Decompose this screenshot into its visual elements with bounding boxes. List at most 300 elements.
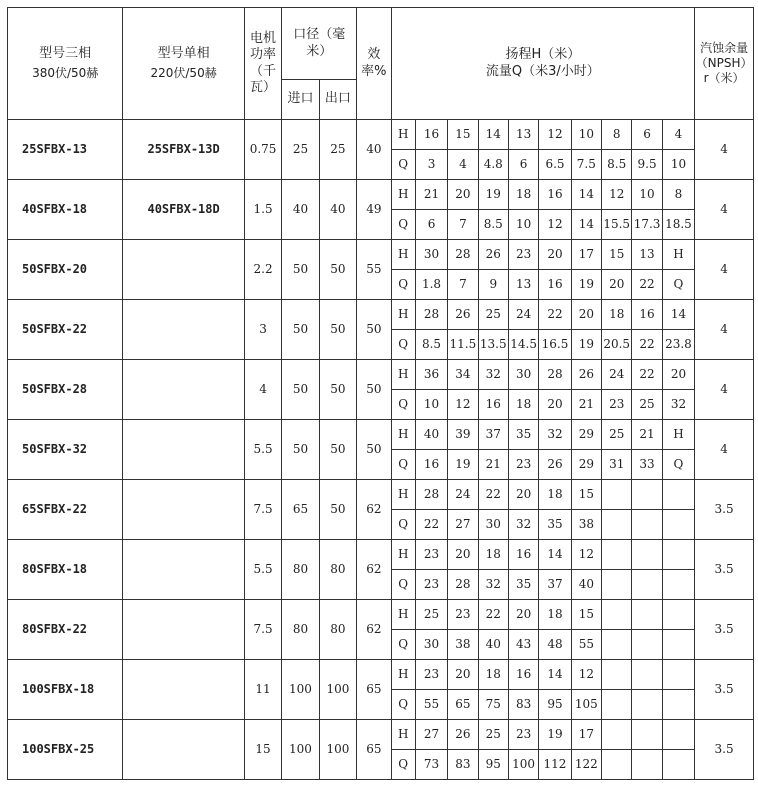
model-1phase-cell [123, 600, 244, 660]
flow-value-cell: 13.5 [478, 330, 508, 360]
head-value-cell: 15 [602, 240, 632, 270]
npsh-cell: 4 [695, 120, 754, 180]
model-3phase-cell: 50SFBX-32 [8, 420, 123, 480]
flow-value-cell: 105 [571, 690, 601, 720]
efficiency-cell: 65 [357, 660, 391, 720]
flow-value-cell: 4 [448, 150, 478, 180]
head-value-cell: 24 [448, 480, 478, 510]
table-row [8, 120, 754, 150]
table-row [8, 180, 754, 210]
inlet-cell: 25 [282, 120, 319, 180]
head-value-cell: 14 [478, 120, 508, 150]
head-value-cell [602, 600, 632, 630]
model-3phase-cell: 25SFBX-13 [8, 120, 123, 180]
head-value-cell: 18 [539, 600, 571, 630]
power-cell: 1.5 [244, 180, 281, 240]
efficiency-cell: 40 [357, 120, 391, 180]
head-value-cell: 37 [478, 420, 508, 450]
outlet-cell: 50 [319, 360, 356, 420]
power-cell: 0.75 [244, 120, 281, 180]
head-value-cell: 18 [602, 300, 632, 330]
head-value-cell [662, 540, 694, 570]
efficiency-cell: 49 [357, 180, 391, 240]
head-value-cell [632, 600, 662, 630]
model-1phase-cell [123, 540, 244, 600]
head-value-cell: 20 [662, 360, 694, 390]
flow-value-cell: 7.5 [571, 150, 601, 180]
model-3phase-cell: 50SFBX-28 [8, 360, 123, 420]
flow-value-cell: 9.5 [632, 150, 662, 180]
flow-value-cell: 16 [539, 270, 571, 300]
flow-value-cell: 35 [508, 570, 538, 600]
flow-label: Q [391, 270, 415, 300]
flow-value-cell: 12 [539, 210, 571, 240]
flow-value-cell: 122 [571, 750, 601, 780]
header-model-3phase: 型号三相 380伏/50赫 [8, 8, 123, 120]
flow-value-cell: 8.5 [478, 210, 508, 240]
flow-value-cell: 21 [571, 390, 601, 420]
model-3phase-cell: 65SFBX-22 [8, 480, 123, 540]
head-value-cell: 23 [415, 540, 447, 570]
flow-value-cell [632, 690, 662, 720]
flow-value-cell: 6 [508, 150, 538, 180]
head-label: H [391, 180, 415, 210]
flow-value-cell [662, 570, 694, 600]
table-row [8, 480, 754, 510]
flow-value-cell: 16 [415, 450, 447, 480]
head-value-cell: 10 [571, 120, 601, 150]
model-1phase-cell: 25SFBX-13D [123, 120, 244, 180]
power-cell: 5.5 [244, 540, 281, 600]
flow-value-cell: 7 [448, 270, 478, 300]
head-value-cell: 25 [602, 420, 632, 450]
flow-value-cell: 15.5 [602, 210, 632, 240]
head-value-cell: 20 [539, 240, 571, 270]
head-label: H [391, 120, 415, 150]
head-value-cell: 23 [415, 660, 447, 690]
inlet-cell: 50 [282, 360, 319, 420]
head-value-cell: 21 [632, 420, 662, 450]
head-value-cell: 19 [539, 720, 571, 750]
head-value-cell: 16 [632, 300, 662, 330]
flow-value-cell: 27 [448, 510, 478, 540]
npsh-cell: 4 [695, 180, 754, 240]
flow-value-cell: 9 [478, 270, 508, 300]
head-value-cell: 27 [415, 720, 447, 750]
head-value-cell [632, 480, 662, 510]
head-value-cell: 23 [508, 240, 538, 270]
efficiency-cell: 62 [357, 480, 391, 540]
head-value-cell: 18 [478, 540, 508, 570]
head-value-cell: 32 [478, 360, 508, 390]
flow-label: Q [391, 150, 415, 180]
flow-value-cell [602, 750, 632, 780]
model-3phase-cell: 50SFBX-22 [8, 300, 123, 360]
flow-value-cell: 22 [632, 330, 662, 360]
head-value-cell: 34 [448, 360, 478, 390]
flow-value-cell [632, 750, 662, 780]
outlet-cell: 50 [319, 300, 356, 360]
flow-value-cell: 22 [415, 510, 447, 540]
outlet-cell: 40 [319, 180, 356, 240]
table-body [8, 120, 754, 780]
power-cell: 5.5 [244, 420, 281, 480]
outlet-cell: 50 [319, 480, 356, 540]
head-value-cell: 17 [571, 240, 601, 270]
head-value-cell: 14 [662, 300, 694, 330]
model-1phase-cell [123, 480, 244, 540]
model-1phase-cell [123, 360, 244, 420]
head-value-cell: 32 [539, 420, 571, 450]
inlet-cell: 80 [282, 540, 319, 600]
head-label: H [391, 600, 415, 630]
flow-value-cell: 38 [448, 630, 478, 660]
model-1phase-cell: 40SFBX-18D [123, 180, 244, 240]
flow-value-cell: 55 [571, 630, 601, 660]
flow-label: Q [391, 210, 415, 240]
npsh-cell: 3.5 [695, 600, 754, 660]
power-cell: 11 [244, 660, 281, 720]
flow-value-cell: 19 [448, 450, 478, 480]
head-value-cell: 22 [539, 300, 571, 330]
head-value-cell: 20 [508, 600, 538, 630]
header-model-1phase: 型号单相 220伏/50赫 [123, 8, 244, 120]
flow-value-cell: 16.5 [539, 330, 571, 360]
head-value-cell: 18 [508, 180, 538, 210]
flow-value-cell: 55 [415, 690, 447, 720]
head-value-cell [662, 660, 694, 690]
flow-value-cell [632, 570, 662, 600]
table-row [8, 300, 754, 330]
outlet-cell: 80 [319, 600, 356, 660]
head-value-cell [602, 660, 632, 690]
flow-value-cell: 11.5 [448, 330, 478, 360]
flow-value-cell: 33 [632, 450, 662, 480]
flow-value-cell: 6.5 [539, 150, 571, 180]
table-row [8, 360, 754, 390]
flow-value-cell: 29 [571, 450, 601, 480]
head-value-cell: 10 [632, 180, 662, 210]
head-value-cell: 22 [478, 480, 508, 510]
model-3phase-cell: 100SFBX-25 [8, 720, 123, 780]
flow-value-cell: 10 [415, 390, 447, 420]
flow-value-cell: Q [662, 270, 694, 300]
flow-value-cell: 38 [571, 510, 601, 540]
npsh-cell: 4 [695, 300, 754, 360]
flow-value-cell: 37 [539, 570, 571, 600]
table-row [8, 420, 754, 450]
flow-label: Q [391, 750, 415, 780]
inlet-cell: 40 [282, 180, 319, 240]
head-value-cell: 25 [478, 720, 508, 750]
flow-value-cell: 75 [478, 690, 508, 720]
head-value-cell: 14 [539, 540, 571, 570]
inlet-cell: 50 [282, 240, 319, 300]
header-inlet: 进口 [282, 80, 319, 120]
head-value-cell: 14 [571, 180, 601, 210]
inlet-cell: 100 [282, 660, 319, 720]
head-value-cell: 12 [539, 120, 571, 150]
model-3phase-cell: 80SFBX-22 [8, 600, 123, 660]
npsh-cell: 4 [695, 360, 754, 420]
flow-value-cell: 112 [539, 750, 571, 780]
power-cell: 4 [244, 360, 281, 420]
flow-value-cell: 20 [602, 270, 632, 300]
outlet-cell: 100 [319, 720, 356, 780]
model-3phase-cell: 40SFBX-18 [8, 180, 123, 240]
head-value-cell: 36 [415, 360, 447, 390]
flow-value-cell [602, 570, 632, 600]
flow-value-cell: 35 [539, 510, 571, 540]
head-value-cell: 8 [662, 180, 694, 210]
flow-value-cell: 6 [415, 210, 447, 240]
flow-value-cell [602, 690, 632, 720]
head-value-cell: 30 [415, 240, 447, 270]
head-value-cell: 15 [571, 480, 601, 510]
head-value-cell [662, 480, 694, 510]
head-label: H [391, 300, 415, 330]
header-diameter: 口径（毫 米） [282, 8, 357, 80]
head-value-cell: H [662, 420, 694, 450]
head-value-cell: 25 [478, 300, 508, 330]
efficiency-cell: 50 [357, 360, 391, 420]
table-row [8, 240, 754, 270]
flow-value-cell: 10 [508, 210, 538, 240]
head-value-cell: 35 [508, 420, 538, 450]
flow-value-cell: 13 [508, 270, 538, 300]
head-value-cell: 26 [448, 300, 478, 330]
flow-value-cell [602, 510, 632, 540]
flow-value-cell: 4.8 [478, 150, 508, 180]
power-cell: 2.2 [244, 240, 281, 300]
flow-value-cell [662, 750, 694, 780]
inlet-cell: 80 [282, 600, 319, 660]
efficiency-cell: 55 [357, 240, 391, 300]
model-1phase-cell [123, 240, 244, 300]
head-value-cell: 28 [539, 360, 571, 390]
head-value-cell: 14 [539, 660, 571, 690]
head-value-cell [602, 540, 632, 570]
flow-value-cell: 20.5 [602, 330, 632, 360]
flow-value-cell: 19 [571, 270, 601, 300]
flow-value-cell: 23 [602, 390, 632, 420]
efficiency-cell: 50 [357, 420, 391, 480]
outlet-cell: 50 [319, 420, 356, 480]
head-value-cell: 25 [415, 600, 447, 630]
model-1phase-cell [123, 720, 244, 780]
flow-label: Q [391, 690, 415, 720]
head-label: H [391, 540, 415, 570]
model-3phase-cell: 100SFBX-18 [8, 660, 123, 720]
table-row [8, 540, 754, 570]
model-1phase-cell [123, 300, 244, 360]
flow-label: Q [391, 570, 415, 600]
flow-value-cell: 95 [539, 690, 571, 720]
flow-value-cell: 10 [662, 150, 694, 180]
flow-value-cell: 73 [415, 750, 447, 780]
flow-value-cell: 14.5 [508, 330, 538, 360]
flow-value-cell: 8.5 [602, 150, 632, 180]
flow-label: Q [391, 330, 415, 360]
head-value-cell: 40 [415, 420, 447, 450]
head-value-cell: 26 [478, 240, 508, 270]
head-value-cell: 16 [508, 660, 538, 690]
flow-value-cell: 32 [508, 510, 538, 540]
head-value-cell: 16 [415, 120, 447, 150]
flow-value-cell: 48 [539, 630, 571, 660]
head-value-cell: 20 [448, 540, 478, 570]
flow-value-cell: 17.3 [632, 210, 662, 240]
inlet-cell: 50 [282, 300, 319, 360]
table-row [8, 600, 754, 630]
head-value-cell: 20 [448, 660, 478, 690]
efficiency-cell: 62 [357, 540, 391, 600]
outlet-cell: 80 [319, 540, 356, 600]
head-value-cell: 18 [539, 480, 571, 510]
npsh-cell: 3.5 [695, 480, 754, 540]
flow-label: Q [391, 510, 415, 540]
flow-value-cell: 14 [571, 210, 601, 240]
flow-value-cell: 18.5 [662, 210, 694, 240]
flow-value-cell: 31 [602, 450, 632, 480]
head-value-cell: 12 [602, 180, 632, 210]
flow-value-cell: 26 [539, 450, 571, 480]
flow-value-cell: 30 [415, 630, 447, 660]
head-value-cell: 12 [571, 660, 601, 690]
flow-label: Q [391, 630, 415, 660]
head-value-cell: 4 [662, 120, 694, 150]
flow-value-cell [632, 630, 662, 660]
head-value-cell: 13 [632, 240, 662, 270]
flow-value-cell: 7 [448, 210, 478, 240]
head-value-cell: 22 [478, 600, 508, 630]
head-value-cell: 19 [478, 180, 508, 210]
head-value-cell: 24 [508, 300, 538, 330]
head-value-cell: 23 [448, 600, 478, 630]
head-value-cell: 24 [602, 360, 632, 390]
head-label: H [391, 240, 415, 270]
flow-value-cell: 23 [508, 450, 538, 480]
flow-value-cell: 43 [508, 630, 538, 660]
flow-value-cell: 23.8 [662, 330, 694, 360]
power-cell: 3 [244, 300, 281, 360]
flow-value-cell: 19 [571, 330, 601, 360]
head-value-cell [662, 600, 694, 630]
flow-value-cell: 65 [448, 690, 478, 720]
flow-value-cell [662, 510, 694, 540]
head-value-cell: 29 [571, 420, 601, 450]
flow-value-cell [662, 630, 694, 660]
flow-value-cell: Q [662, 450, 694, 480]
head-value-cell: 15 [448, 120, 478, 150]
head-value-cell [662, 720, 694, 750]
flow-value-cell: 95 [478, 750, 508, 780]
head-value-cell: 28 [415, 300, 447, 330]
flow-value-cell: 1.8 [415, 270, 447, 300]
head-label: H [391, 420, 415, 450]
outlet-cell: 100 [319, 660, 356, 720]
table-row [8, 660, 754, 690]
head-label: H [391, 360, 415, 390]
head-value-cell: 12 [571, 540, 601, 570]
flow-value-cell: 25 [632, 390, 662, 420]
npsh-cell: 3.5 [695, 540, 754, 600]
efficiency-cell: 65 [357, 720, 391, 780]
flow-value-cell [662, 690, 694, 720]
head-value-cell: 20 [508, 480, 538, 510]
model-3phase-cell: 80SFBX-18 [8, 540, 123, 600]
head-value-cell: 39 [448, 420, 478, 450]
flow-value-cell: 20 [539, 390, 571, 420]
pump-spec-table [7, 7, 754, 780]
flow-value-cell: 40 [478, 630, 508, 660]
head-value-cell: 30 [508, 360, 538, 390]
flow-value-cell: 12 [448, 390, 478, 420]
head-value-cell [632, 540, 662, 570]
flow-value-cell [602, 630, 632, 660]
flow-value-cell: 100 [508, 750, 538, 780]
npsh-cell: 3.5 [695, 660, 754, 720]
head-value-cell: 20 [448, 180, 478, 210]
power-cell: 7.5 [244, 600, 281, 660]
head-value-cell: 23 [508, 720, 538, 750]
flow-value-cell: 30 [478, 510, 508, 540]
head-value-cell: 8 [602, 120, 632, 150]
flow-value-cell: 32 [478, 570, 508, 600]
head-value-cell: 26 [448, 720, 478, 750]
head-value-cell [632, 720, 662, 750]
head-value-cell: 20 [571, 300, 601, 330]
model-1phase-cell [123, 660, 244, 720]
head-label: H [391, 720, 415, 750]
head-value-cell: 16 [539, 180, 571, 210]
flow-value-cell: 21 [478, 450, 508, 480]
npsh-cell: 3.5 [695, 720, 754, 780]
header-efficiency: 效 率% [357, 8, 391, 120]
flow-label: Q [391, 450, 415, 480]
flow-value-cell: 32 [662, 390, 694, 420]
power-cell: 7.5 [244, 480, 281, 540]
head-value-cell [602, 480, 632, 510]
outlet-cell: 25 [319, 120, 356, 180]
head-value-cell: H [662, 240, 694, 270]
inlet-cell: 100 [282, 720, 319, 780]
outlet-cell: 50 [319, 240, 356, 300]
head-value-cell: 17 [571, 720, 601, 750]
head-value-cell: 22 [632, 360, 662, 390]
head-value-cell: 6 [632, 120, 662, 150]
header-npsh: 汽蚀余量 （NPSH） r（米） [695, 8, 754, 120]
header-head-flow: 扬程H（米） 流量Q（米3/小时） [391, 8, 695, 120]
head-value-cell: 26 [571, 360, 601, 390]
flow-value-cell: 28 [448, 570, 478, 600]
flow-value-cell: 18 [508, 390, 538, 420]
flow-value-cell: 16 [478, 390, 508, 420]
head-label: H [391, 660, 415, 690]
head-label: H [391, 480, 415, 510]
head-value-cell: 13 [508, 120, 538, 150]
flow-value-cell: 83 [448, 750, 478, 780]
power-cell: 15 [244, 720, 281, 780]
head-value-cell: 18 [478, 660, 508, 690]
flow-value-cell [632, 510, 662, 540]
head-value-cell: 28 [415, 480, 447, 510]
model-3phase-cell: 50SFBX-20 [8, 240, 123, 300]
inlet-cell: 50 [282, 420, 319, 480]
head-value-cell [602, 720, 632, 750]
table-row [8, 720, 754, 750]
flow-value-cell: 23 [415, 570, 447, 600]
